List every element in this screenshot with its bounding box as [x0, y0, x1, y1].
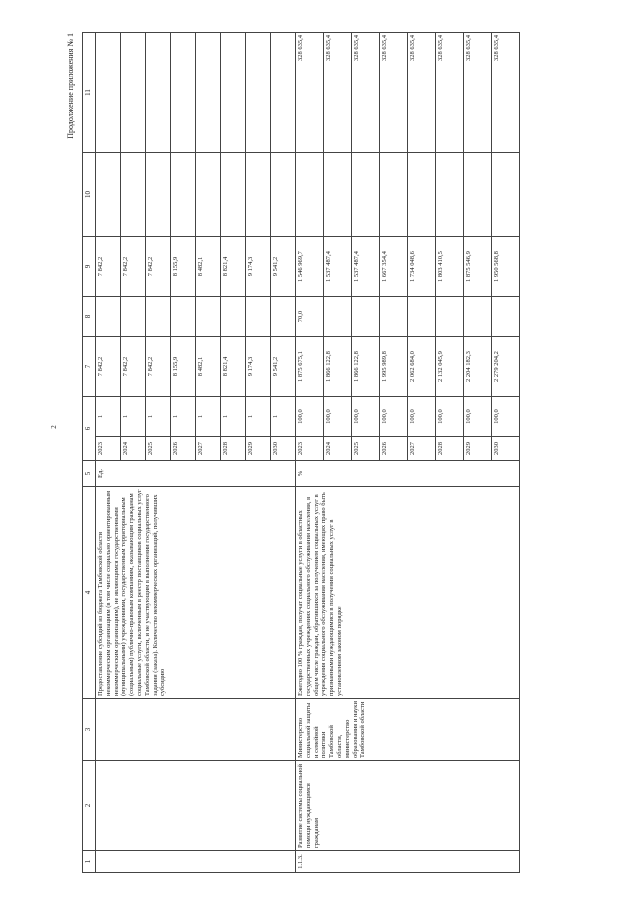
cell-value-7: 7 842,2: [96, 337, 121, 397]
cell-value-8: [271, 297, 296, 337]
cell-year: 2027: [196, 437, 221, 461]
cell-value-9: 8 821,4: [221, 237, 246, 297]
cell-value-6: 100,0: [352, 397, 380, 437]
cell-value-7: 9 541,2: [271, 337, 296, 397]
cell-value-7: 7 842,2: [121, 337, 146, 397]
cell-value-8: [196, 297, 221, 337]
cell-value-8: [380, 297, 408, 337]
col-num-9: 9: [83, 237, 96, 297]
cell-value-10: [96, 153, 121, 237]
cell-value-11: [271, 33, 296, 153]
cell-value-11: 328 635,4: [408, 33, 436, 153]
cell-value-9: 8 482,1: [196, 237, 221, 297]
cell-value-7: 7 842,2: [146, 337, 171, 397]
row-unit: Ед.: [96, 461, 296, 487]
cell-value-6: 1: [121, 397, 146, 437]
cell-value-11: 328 635,4: [492, 33, 520, 153]
cell-value-8: [408, 297, 436, 337]
cell-value-9: 1 537 487,4: [352, 237, 380, 297]
cell-year: 2030: [492, 437, 520, 461]
cell-value-9: 9 174,3: [246, 237, 271, 297]
cell-value-8: [436, 297, 464, 337]
cell-value-8: [246, 297, 271, 337]
col-num-2: 2: [83, 761, 96, 851]
cell-value-11: [196, 33, 221, 153]
cell-year: 2024: [324, 437, 352, 461]
row-executor: Министерство социальной защиты и семейной политики Тамбовской области, министерство образования и науки Тамбовской области: [296, 699, 520, 761]
cell-value-9: 1 667 354,4: [380, 237, 408, 297]
cell-value-9: 7 842,2: [96, 237, 121, 297]
page-number: 2: [49, 425, 58, 429]
row-code: [96, 851, 296, 873]
cell-value-10: [196, 153, 221, 237]
cell-value-7: 2 204 182,3: [464, 337, 492, 397]
cell-value-9: 9 541,2: [271, 237, 296, 297]
cell-value-11: 328 635,4: [464, 33, 492, 153]
row-indicator: Предоставление субсидий из бюджета Тамбовской области некоммерческим организациям (в том числе социально ориентированным некоммерческим организациям), не являющимся государственными (муниципальными) учреждениями, государственным территориальным (социальным) публично-правовым компаниям, оказывающим гражданам социальные услуги, включенным в реестр поставщиков социальных услуг Тамбовской области, и не участвующим в выполнении государственного задания (заказа). Количество некоммерческих организаций, получивших субсидию: [96, 487, 296, 699]
table-row: [96, 33, 121, 873]
row-unit: %: [296, 461, 520, 487]
cell-value-8: [352, 297, 380, 337]
cell-value-10: [121, 153, 146, 237]
cell-value-10: [324, 153, 352, 237]
cell-value-10: [271, 153, 296, 237]
cell-value-7: 8 821,4: [221, 337, 246, 397]
cell-value-8: [121, 297, 146, 337]
cell-year: 2027: [408, 437, 436, 461]
cell-value-11: 328 635,4: [296, 33, 324, 153]
cell-year: 2026: [171, 437, 196, 461]
table-row: [296, 33, 324, 873]
cell-year: 2030: [271, 437, 296, 461]
cell-value-6: 100,0: [464, 397, 492, 437]
cell-value-9: 7 842,2: [146, 237, 171, 297]
cell-value-7: 8 155,9: [171, 337, 196, 397]
cell-value-8: [171, 297, 196, 337]
cell-value-9: 8 155,9: [171, 237, 196, 297]
cell-value-11: [146, 33, 171, 153]
cell-value-6: 1: [271, 397, 296, 437]
cell-value-8: [96, 297, 121, 337]
cell-value-10: [464, 153, 492, 237]
col-num-5: 5: [83, 461, 96, 487]
cell-value-9: 1 803 410,5: [436, 237, 464, 297]
cell-value-7: 8 482,1: [196, 337, 221, 397]
cell-value-6: 1: [171, 397, 196, 437]
cell-value-10: [492, 153, 520, 237]
cell-value-10: [246, 153, 271, 237]
cell-value-7: 2 279 204,2: [492, 337, 520, 397]
col-num-6: 6: [83, 397, 96, 461]
cell-value-8: [221, 297, 246, 337]
cell-year: 2023: [296, 437, 324, 461]
program-table: [82, 32, 520, 873]
cell-value-6: 100,0: [436, 397, 464, 437]
cell-value-8: [324, 297, 352, 337]
cell-value-7: 2 062 684,0: [408, 337, 436, 397]
rotated-page: [66, 33, 552, 873]
cell-value-10: [221, 153, 246, 237]
col-num-8: 8: [83, 297, 96, 337]
cell-value-6: 1: [246, 397, 271, 437]
cell-year: 2026: [380, 437, 408, 461]
cell-value-11: [171, 33, 196, 153]
cell-value-8: [146, 297, 171, 337]
cell-value-6: 1: [221, 397, 246, 437]
cell-value-11: 328 635,4: [436, 33, 464, 153]
cell-value-11: 328 635,4: [324, 33, 352, 153]
row-name: Развитие системы социальной помощи нуждающимся гражданам: [296, 761, 520, 851]
cell-value-10: [146, 153, 171, 237]
cell-value-9: 1 546 969,7: [296, 237, 324, 297]
row-name: [96, 761, 296, 851]
cell-year: 2023: [96, 437, 121, 461]
cell-value-6: 1: [146, 397, 171, 437]
cell-value-7: 9 174,3: [246, 337, 271, 397]
cell-value-6: 1: [96, 397, 121, 437]
cell-value-9: 1 734 048,6: [408, 237, 436, 297]
cell-value-8: 70,0: [296, 297, 324, 337]
col-num-10: 10: [83, 153, 96, 237]
col-num-7: 7: [83, 337, 96, 397]
row-executor: [96, 699, 296, 761]
cell-value-6: 100,0: [380, 397, 408, 437]
cell-value-10: [408, 153, 436, 237]
cell-value-10: [436, 153, 464, 237]
cell-value-7: 1 866 122,8: [324, 337, 352, 397]
cell-year: 2025: [146, 437, 171, 461]
cell-value-9: 1 537 487,4: [324, 237, 352, 297]
cell-value-7: 1 995 989,8: [380, 337, 408, 397]
cell-value-7: 1 866 122,8: [352, 337, 380, 397]
cell-value-6: 100,0: [324, 397, 352, 437]
col-num-4: 4: [83, 487, 96, 699]
col-num-1: 1: [83, 851, 96, 873]
cell-value-10: [352, 153, 380, 237]
cell-value-7: 2 132 045,9: [436, 337, 464, 397]
cell-value-11: [246, 33, 271, 153]
cell-year: 2024: [121, 437, 146, 461]
cell-value-10: [380, 153, 408, 237]
row-code: 1.1.3.: [296, 851, 520, 873]
cell-value-11: [96, 33, 121, 153]
cell-value-11: 328 635,4: [352, 33, 380, 153]
cell-value-6: 100,0: [296, 397, 324, 437]
row-indicator: Ежегодно 100 % граждан, получат социальные услуги в областных государственных учреждениях социального обслуживания населения, в общем числе граждан, обратившихся за получением социальных услуг в учреждения социального обслуживания населения, имеющих право быть признанными нуждающимися в получении социальных услуг в установленном законом порядке: [296, 487, 520, 699]
table-body: [96, 33, 520, 873]
cell-year: 2028: [436, 437, 464, 461]
cell-value-11: 328 635,4: [380, 33, 408, 153]
cell-year: 2028: [221, 437, 246, 461]
cell-value-7: 1 875 675,1: [296, 337, 324, 397]
cell-value-6: 100,0: [408, 397, 436, 437]
cell-value-11: [121, 33, 146, 153]
cell-value-9: 1 950 568,8: [492, 237, 520, 297]
cell-year: 2029: [464, 437, 492, 461]
cell-value-11: [221, 33, 246, 153]
col-num-3: 3: [83, 699, 96, 761]
continuation-note: Продолжение приложения № 1: [66, 33, 75, 139]
cell-value-8: [492, 297, 520, 337]
cell-year: 2025: [352, 437, 380, 461]
cell-value-6: 1: [196, 397, 221, 437]
cell-value-10: [296, 153, 324, 237]
cell-value-10: [171, 153, 196, 237]
cell-value-9: 1 875 546,9: [464, 237, 492, 297]
cell-year: 2029: [246, 437, 271, 461]
cell-value-8: [464, 297, 492, 337]
column-number-row: [83, 33, 96, 873]
cell-value-6: 100,0: [492, 397, 520, 437]
col-num-11: 11: [83, 33, 96, 153]
cell-value-9: 7 842,2: [121, 237, 146, 297]
